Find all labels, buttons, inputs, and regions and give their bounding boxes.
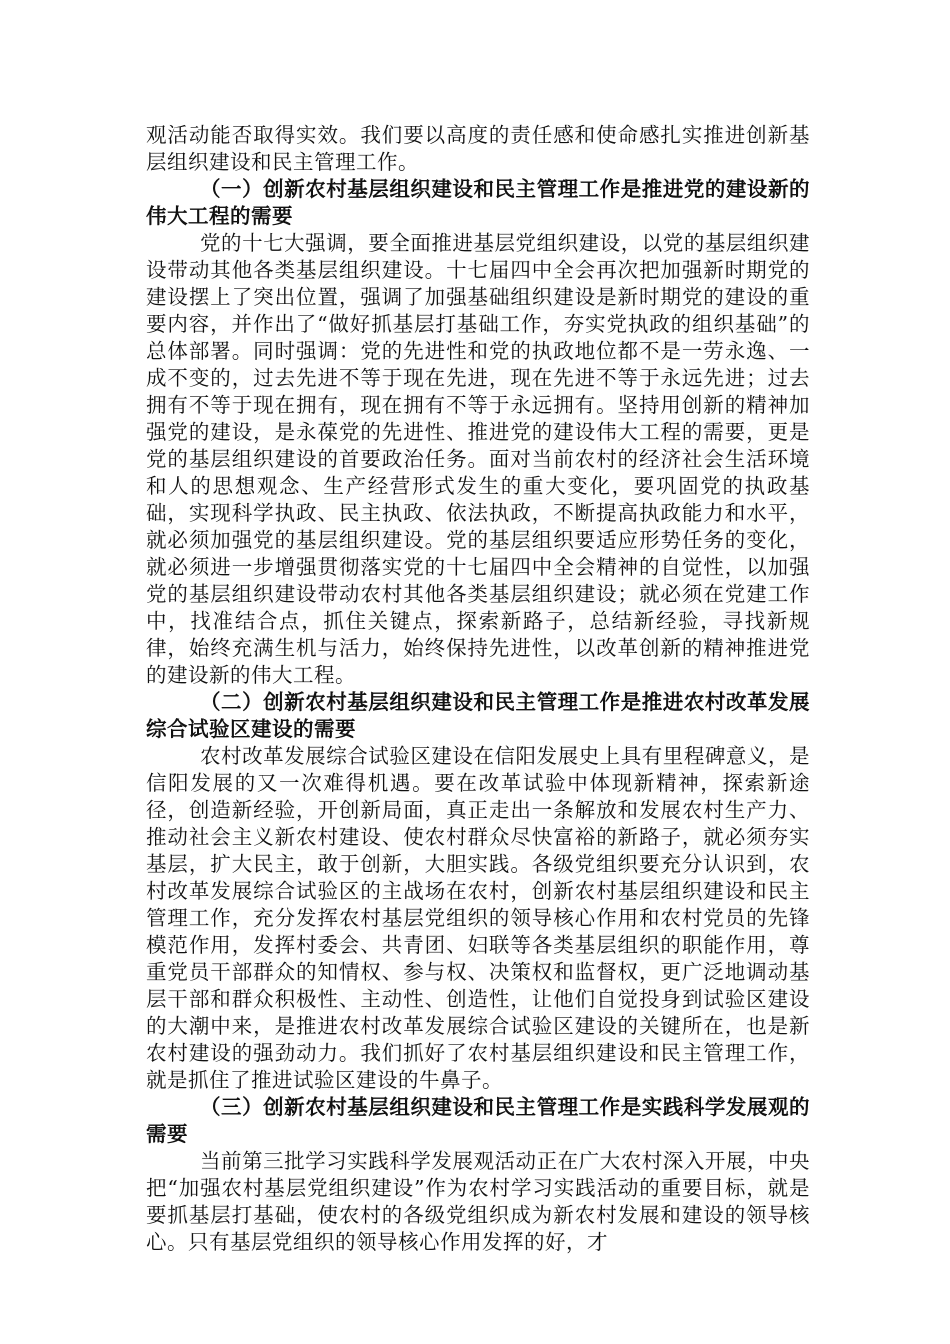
section-heading-3: （三）创新农村基层组织建设和民主管理工作是实践科学发展观的需要: [146, 1095, 810, 1146]
document-body: [146, 122, 810, 1256]
paragraph-intro-continuation: 观活动能否取得实效。我们要以高度的责任感和使命感扎实推进创新基层组织建设和民主管理工作。: [146, 123, 810, 174]
paragraph-section-1: 党的十七大强调，要全面推进基层党组织建设，以党的基层组织建设带动其他各类基层组织建设。十七届四中全会再次把加强新时期党的建设摆上了突出位置，强调了加强基础组织建设是新时期党的建设的重要内容，并作出了“做好抓基层打基础工作，夯实党执政的组织基础”的总体部署。同时强调：党的先进性和党的执政地位都不是一劳永逸、一成不变的，过去先进不等于现在先进，现在先进不等于永远先进；过去拥有不等于现在拥有，现在拥有不等于永远拥有。坚持用创新的精神加强党的建设，是永葆党的先进性、推进党的建设伟大工程的需要，更是党的基层组织建设的首要政治任务。面对当前农村的经济社会生活环境和人的思想观念、生产经营形式发生的重大变化，要巩固党的执政基础，实现科学执政、民主执政、依法执政，不断提高执政能力和水平，就必须加强党的基层组织建设。党的基层组织要适应形势任务的变化，就必须进一步增强贯彻落实党的十七届四中全会精神的自觉性，以加强党的基层组织建设带动农村其他各类基层组织建设；就必须在党建工作中，找准结合点，抓住关键点，探索新路子，总结新经验，寻找新规律，始终充满生机与活力，始终保持先进性，以改革创新的精神推进党的建设新的伟大工程。: [146, 231, 810, 687]
section-heading-1: （一）创新农村基层组织建设和民主管理工作是推进党的建设新的伟大工程的需要: [146, 177, 810, 228]
paragraph-section-2: 农村改革发展综合试验区建设在信阳发展史上具有里程碑意义，是信阳发展的又一次难得机遇。要在改革试验中体现新精神，探索新途径，创造新经验，开创新局面，真正走出一条解放和发展农村生产力、推动社会主义新农村建设、使农村群众尽快富裕的新路子，就必须夯实基层，扩大民主，敢于创新，大胆实践。各级党组织要充分认识到，农村改革发展综合试验区的主战场在农村，创新农村基层组织建设和民主管理工作，充分发挥农村基层党组织的领导核心作用和农村党员的先锋模范作用，发挥村委会、共青团、妇联等各类基层组织的职能作用，尊重党员干部群众的知情权、参与权、决策权和监督权，更广泛地调动基层干部和群众积极性、主动性、创造性，让他们自觉投身到试验区建设的大潮中来，是推进农村改革发展综合试验区建设的关键所在，也是新农村建设的强劲动力。我们抓好了农村基层组织建设和民主管理工作，就是抓住了推进试验区建设的牛鼻子。: [146, 744, 810, 1092]
paragraph-section-3: 当前第三批学习实践科学发展观活动正在广大农村深入开展，中央把“加强农村基层党组织建设”作为农村学习实践活动的重要目标，就是要抓基层打基础，使农村的各级党组织成为新农村发展和建设的领导核心。只有基层党组织的领导核心作用发挥的好，才: [146, 1149, 810, 1254]
section-heading-2: （二）创新农村基层组织建设和民主管理工作是推进农村改革发展综合试验区建设的需要: [146, 690, 810, 741]
